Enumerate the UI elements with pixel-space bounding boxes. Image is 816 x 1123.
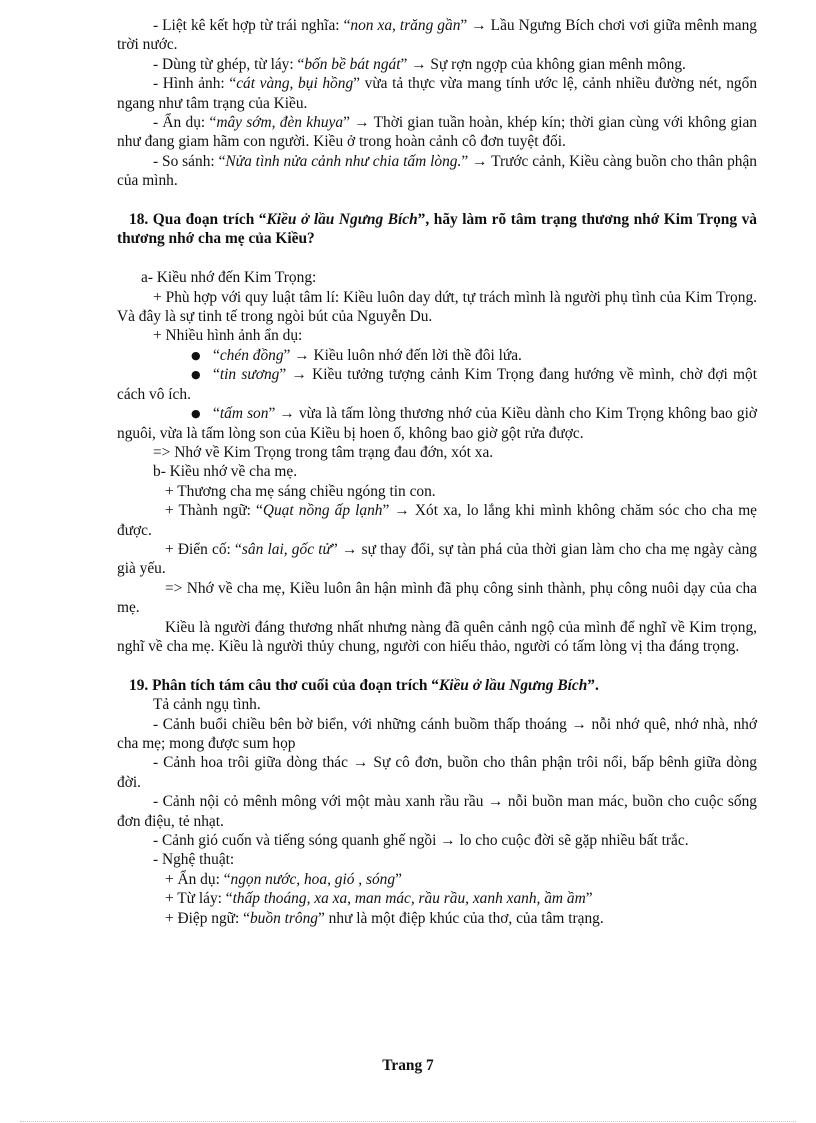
bullet-item: ● “tin sương” → Kiều tưởng tượng cảnh Kim Trọng đang hướng về mình, chờ đợi một cách vô ích. xyxy=(117,366,757,403)
divider xyxy=(20,1121,796,1122)
page-number: Trang 7 xyxy=(382,1057,434,1074)
paragraph: - Cảnh gió cuốn và tiếng sóng quanh ghế ngồi → lo cho cuộc đời sẽ gặp nhiều bất trắc. xyxy=(153,832,689,850)
paragraph: - Liệt kê kết hợp từ trái nghĩa: “non xa, trăng gần” → Lầu Ngưng Bích chơi vơi giữa mênh mang trời nước. xyxy=(117,17,757,54)
paragraph: + Nhiều hình ảnh ẩn dụ: xyxy=(153,327,303,345)
bullet-icon: ● xyxy=(191,407,201,421)
paragraph: + Phù hợp với quy luật tâm lí: Kiều luôn day dứt, tự trách mình là người phụ tình của Kim Trọng. Và đây là sự tinh tế trong ngòi bút của Nguyễn Du. xyxy=(117,288,757,326)
bullet-item: ● “tấm son” → vừa là tấm lòng thương nhớ của Kiều dành cho Kim Trọng không bao giờ nguôi, vừa là tấm lòng son của Kiều bị hoen ố, không bao giờ gột rửa được. xyxy=(117,405,757,442)
bullet-icon: ● xyxy=(191,348,201,362)
paragraph: - Nghệ thuật: xyxy=(153,851,235,869)
bullet-icon: ● xyxy=(191,368,201,382)
paragraph: - Cảnh hoa trôi giữa dòng thác → Sự cô đơn, buồn cho thân phận trôi nổi, bấp bênh giữa dòng đời. xyxy=(117,754,757,791)
question-19-heading: 19. Phân tích tám câu thơ cuối của đoạn trích “Kiều ở lầu Ngưng Bích”. xyxy=(129,676,599,694)
paragraph: - So sánh: “Nửa tình nửa cảnh như chia tấm lòng.” → Trước cảnh, Kiều càng buồn cho thân phận của mình. xyxy=(117,152,757,190)
paragraph: Tả cảnh ngụ tình. xyxy=(153,696,261,714)
question-18-heading: 18. Qua đoạn trích “Kiều ở lầu Ngưng Bích”, hãy làm rõ tâm trạng thương nhớ Kim Trọng và thương nhớ cha mẹ của Kiều? xyxy=(117,211,757,248)
conclusion: => Nhớ về Kim Trọng trong tâm trạng đau đớn, xót xa. xyxy=(153,443,494,461)
paragraph: - Ẩn dụ: “mây sớm, đèn khuya” → Thời gian tuần hoàn, khép kín; thời gian cùng với không gian như đang giam hãm con người. Kiều ở trong hoàn cảnh cô đơn tuyệt đối. xyxy=(117,114,757,151)
paragraph: - Dùng từ ghép, từ láy: “bốn bề bát ngát” → Sự rợn ngợp của không gian mênh mông. xyxy=(153,55,686,73)
paragraph: - Hình ảnh: “cát vàng, bụi hồng” vừa tả thực vừa mang tính ước lệ, cảnh nhiều đường nét, ngổn ngang như tâm trạng của Kiều. xyxy=(117,75,758,112)
document-page xyxy=(117,16,757,928)
paragraph: - Cảnh nội cỏ mênh mông với một màu xanh rầu rầu → nỗi buồn man mác, buồn cho cuộc sống đơn điệu, tẻ nhạt. xyxy=(117,793,757,830)
paragraph: + Điệp ngữ: “buồn trông” như là một điệp khúc của thơ, của tâm trạng. xyxy=(165,909,604,927)
paragraph: + Ẩn dụ: “ngọn nước, hoa, gió , sóng” xyxy=(165,870,402,888)
q18-part-a-title: a- Kiều nhớ đến Kim Trọng: xyxy=(141,269,317,287)
paragraph: - Cảnh buổi chiều bên bờ biển, với những cánh buồm thấp thoáng → nỗi nhớ quê, nhớ nhà, nhớ cha mẹ; mong được sum họp xyxy=(117,715,757,752)
paragraph: + Điển cố: “sân lai, gốc tử” → sự thay đổi, sự tàn phá của thời gian làm cho cha mẹ ngày càng già yếu. xyxy=(117,540,757,578)
summary-paragraph: Kiều là người đáng thương nhất nhưng nàng đã quên cảnh ngộ của mình để nghĩ về Kim trọng, nghĩ về cha mẹ. Kiều là người thủy chung, người con hiếu thảo, người có tấm lòng vị tha đáng trọng. xyxy=(117,618,757,655)
section-17-tail xyxy=(117,16,757,191)
bullet-item: ● “chén đồng” → Kiều luôn nhớ đến lời thề đôi lứa. xyxy=(191,346,522,364)
paragraph: + Thương cha mẹ sáng chiều ngóng tin con. xyxy=(165,482,436,500)
conclusion: => Nhớ về cha mẹ, Kiều luôn ân hận mình đã phụ công sinh thành, phụ công nuôi dạy của cha mẹ. xyxy=(117,579,757,617)
paragraph: + Từ láy: “thấp thoáng, xa xa, man mác, rầu rầu, xanh xanh, ầm ầm” xyxy=(165,890,593,908)
q18-part-b-title: b- Kiều nhớ về cha mẹ. xyxy=(153,463,298,481)
paragraph: + Thành ngữ: “Quạt nồng ấp lạnh” → Xót xa, lo lắng khi mình không chăm sóc cho cha mẹ được. xyxy=(117,502,757,539)
